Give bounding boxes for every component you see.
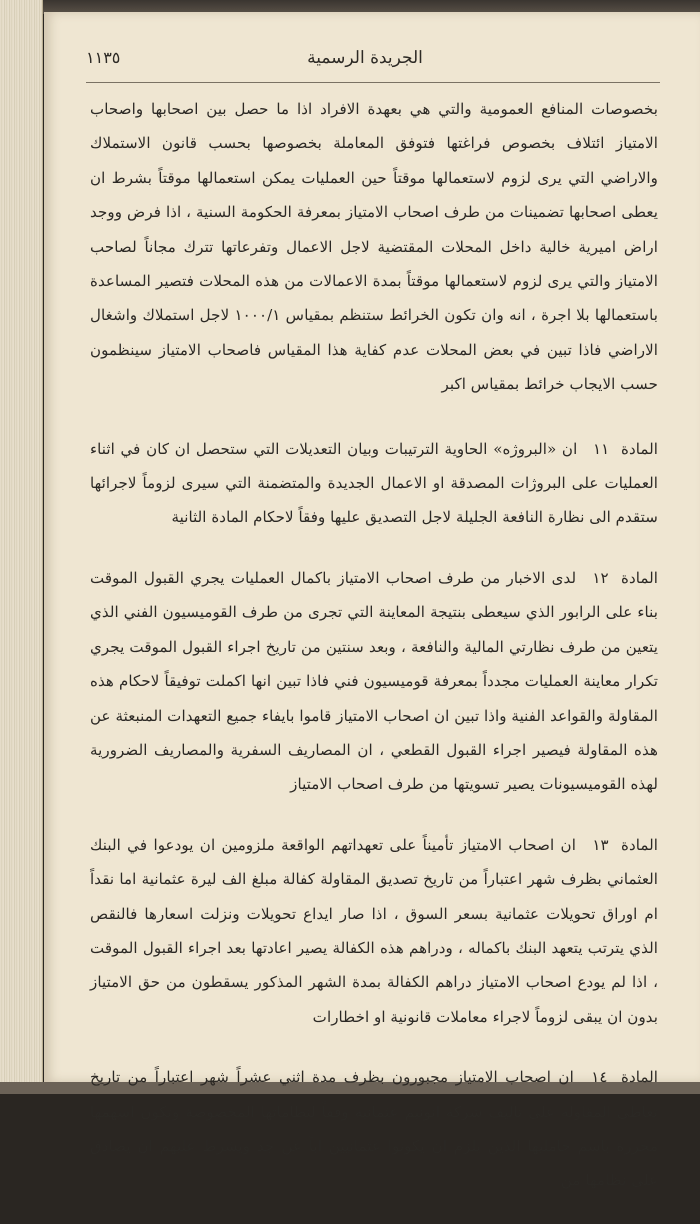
header-rule — [86, 82, 660, 83]
article-label: المادة — [621, 439, 659, 458]
paragraph-text: بخصوصات المنافع العمومية والتي هي بعهدة الافراد اذا ما حصل بين اصحابها واصحاب الامتياز ائتلاف بخصوص فراغتها فتوفق المعاملة بخصوصها بحسب قانون الاستملاك والاراضي التي يرى لزوم لاستعمالها موقتاً حين العمليات يمكن استعمالها موقتاً بشرط ان يعطى اصحابها تضمينات من طرف اصحاب الامتياز بمعرفة الحكومة السنية ، اذا فرض ووجد اراض اميرية خالية داخل المحلات المقتضية لاجل الاعمال وتفرعاتها تترك مجاناً لصاحب الامتياز والتي يرى لزوم لاستعمالها موقتاً بمدة الاعمالات من هذه المحلات فتصير المساعدة باستعمالها بلا اجرة ، انه وان تكون الخرائط ستنظم بمقياس ١٠٠٠/١ لاجل استملاك واشغال الاراضي فاذا تبين في بعض المحلات عدم كفاية هذا المقياس فاصحاب الامتياز سينظمون حسب الايجاب خرائط بمقياس اكبر — [90, 100, 658, 394]
page-body — [90, 92, 658, 1224]
page-header — [66, 44, 664, 76]
page-number: ١١٣٥ — [86, 48, 121, 67]
article-number: ١٢ — [592, 568, 609, 587]
article-text: ان «البروژه» الحاوية الترتيبات وبيان التعديلات التي ستحصل ان كان في اثناء العمليات على البروژات المصدقة او الاعمال الجديدة والمتضمنة التي سيرى لزوماً لاجرائها ستقدم الى نظارة النافعة الجليلة لاجل التصديق عليها وفقاً لاحكام المادة الثانية — [90, 439, 658, 527]
article-number: ١٤ — [591, 1068, 608, 1087]
paragraph-intro — [90, 92, 658, 402]
article-12 — [90, 561, 658, 802]
book-spine-pages — [0, 0, 43, 1094]
article-label: المادة — [621, 568, 658, 587]
article-label: المادة — [621, 835, 658, 854]
article-text: ان اصحاب الامتياز تأميناً على تعهداتهم الواقعة ملزومين ان يودعوا في البنك العثماني بظرف شهر اعتباراً من تاريخ تصديق المقاولة كفالة مبلغ الف ليرة عثمانية اما نقداً ام اوراق تحويلات عثمانية بسعر السوق ، اذا صار ايداع تحويلات ونزلت اسعارها فالنقص الذي يترتب يتعهد البنك باكماله ، ودراهم هذه الكفالة يصير اعادتها بعد اجراء القبول الموقت ، اذا لم يودع اصحاب الامتياز دراهم الكفالة بمدة الشهر المذكور يسقطون من حق الامتياز بدون ان يبقى لزوماً لاجراء معاملات قانونية او اخطارات — [90, 835, 658, 1026]
article-label: المادة — [621, 1068, 659, 1087]
article-number: ١١ — [593, 439, 610, 458]
article-text: لدى الاخبار من طرف اصحاب الامتياز باكمال العمليات يجري القبول الموقت بناء على الرابور الذي سيعطى بنتيجة المعاينة التي تجرى من طرف القوميسيون الفني الذي يتعين من طرف نظارتي المالية والنافعة ، وبعد سنتين من تاريخ اجراء القبول الموقت يجري تكرار معاينة العمليات مجدداً بمعرفة قوميسيون فني فاذا تبين انها اكملت توفيقاً لاحكام هذه المقاولة والقواعد الفنية واذا تبين ان اصحاب الامتياز قاموا بايفاء جميع التعهدات المنبعثة عن هذه المقاولة فيصير اجراء القبول القطعي ، ان المصاريف السفرية والمصاريف الضرورية لهذه القوميسيونات يصير تسويتها من طرف اصحاب الامتياز — [90, 568, 658, 794]
article-11 — [90, 432, 658, 535]
article-13 — [90, 828, 658, 1034]
gazette-title: الجريدة الرسمية — [307, 48, 423, 68]
article-text: ان اصحاب الامتياز مجبورون بظرف مدة اثني عشراً شهر اعتباراً من تاريخ تعاطي المقاولة على تأليف شركة انونيم عثمانية وفقاً لنظاماتها المخصوصة وتكون اسهمها محررة باسم حامليها الذين يلزم ان يكونوا عثمانيين اباً عن جد ويشرط عليهم ان يصادق على نظامها من — [90, 1068, 658, 1190]
article-14 — [90, 1060, 658, 1198]
article-number: ١٣ — [592, 835, 609, 854]
